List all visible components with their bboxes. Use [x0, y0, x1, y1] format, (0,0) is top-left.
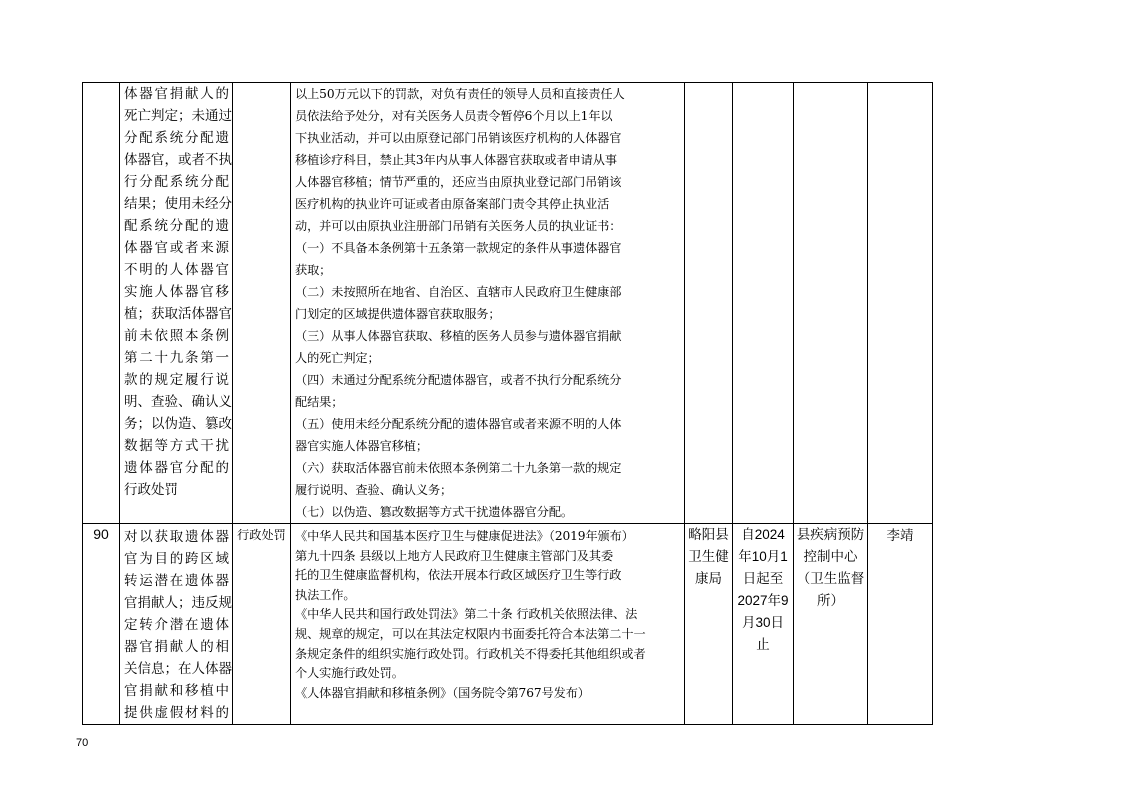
legal-basis-line: 《中华人民共和国基本医疗卫生与健康促进法》（2019年颁布） — [295, 529, 634, 543]
legal-basis-line: 员依法给予处分，对有关医务人员责令暂停6个月以上1年以 — [295, 109, 613, 123]
legal-basis-cell — [291, 83, 685, 524]
legal-basis-line: 动，并可以由原执业注册部门吊销有关医务人员的执业证书： — [295, 219, 622, 233]
legal-basis-cell — [291, 524, 685, 725]
item-name-cell — [120, 524, 233, 725]
item-name-line: 定转介潜在遗体 — [124, 617, 229, 633]
period-line: 月30日 — [741, 615, 785, 630]
legal-basis-line: 获取； — [295, 263, 332, 277]
category-text: 行政处罚 — [237, 528, 286, 542]
page-number: 70 — [76, 737, 89, 749]
entrusted-org-line: 县疾病预防 — [796, 527, 865, 543]
entrusted-org-cell — [794, 524, 868, 725]
responsible-person: 李靖 — [886, 528, 914, 544]
item-name-line: 实施人体器官移 — [124, 284, 229, 300]
department-line: 略阳县 — [688, 527, 729, 543]
legal-basis-text — [291, 524, 684, 703]
period-line: 年10月1 — [738, 549, 788, 564]
department-text — [685, 524, 732, 590]
legal-basis-line: 人的死亡判定； — [295, 351, 380, 365]
number-cell — [83, 524, 120, 725]
person-cell — [868, 524, 933, 725]
legal-basis-text — [291, 83, 684, 523]
item-name-line: 器官捐献人的相 — [124, 639, 229, 655]
table-row-90 — [83, 524, 933, 725]
item-name-line: 第二十九条第一 — [124, 350, 229, 366]
legal-basis-line: 履行说明、查验、确认义务； — [295, 483, 453, 497]
legal-basis-line: （六）获取活体器官前未依照本条例第二十九条第一款的规定 — [295, 461, 622, 475]
item-name-line: 体器官捐献人的 — [124, 86, 229, 102]
item-name-line: 结果；使用未经分 — [124, 196, 232, 212]
legal-basis-line: 规、规章的规定，可以在其法定权限内书面委托符合本法第二十一 — [295, 626, 646, 641]
legal-basis-line: 移植诊疗科目，禁止其3年内从事人体器官获取或者申请从事 — [295, 153, 617, 167]
item-name-line: 行分配系统分配 — [124, 174, 229, 190]
table-row-continued — [83, 83, 933, 524]
item-name-text — [120, 83, 232, 501]
department-cell — [685, 524, 733, 725]
legal-basis-line: 个人实施行政处罚。 — [295, 666, 404, 681]
item-name-line: 体器官，或者不执 — [124, 152, 232, 168]
item-name-line: 前未依照本条例 — [124, 328, 229, 344]
period-cell — [733, 524, 794, 725]
legal-basis-line: （五）使用未经分配系统分配的遗体器官或者来源不明的人体 — [295, 417, 622, 431]
legal-basis-line: 配结果； — [295, 395, 344, 409]
item-name-line: 植；获取活体器官 — [124, 306, 232, 322]
legal-basis-line: 执法工作。 — [295, 587, 356, 602]
item-name-line: 配系统分配的遗 — [124, 218, 229, 234]
entrusted-org-text — [794, 524, 867, 612]
enforcement-table — [82, 82, 933, 725]
item-name-line: 死亡判定；未通过 — [124, 108, 232, 124]
department-line: 卫生健 — [688, 549, 729, 565]
legal-basis-line: 医疗机构的执业许可证或者由原备案部门责令其停止执业活 — [295, 197, 610, 211]
category-cell — [233, 524, 291, 725]
item-name-line: 款的规定履行说 — [124, 372, 229, 388]
legal-basis-line: 下执业活动，并可以由原登记部门吊销该医疗机构的人体器官 — [295, 131, 622, 145]
legal-basis-line: 《中华人民共和国行政处罚法》第二十条 行政机关依照法律、法 — [295, 607, 638, 622]
legal-basis-line: （七）以伪造、篡改数据等方式干扰遗体器官分配。 — [295, 505, 574, 519]
department-cell — [685, 83, 733, 524]
item-name-line: 明、查验、确认义 — [124, 394, 232, 410]
item-name-line: 务；以伪造、篡改 — [124, 416, 232, 432]
item-name-line: 官捐献和移植中 — [124, 683, 229, 699]
item-name-line: 官捐献人；违反规 — [124, 595, 232, 611]
period-line: 2027年9 — [737, 593, 789, 608]
entrusted-org-cell — [794, 83, 868, 524]
entrusted-org-line: 所） — [817, 593, 844, 609]
period-text — [733, 524, 793, 656]
number-cell — [83, 83, 120, 524]
item-number: 90 — [93, 526, 109, 542]
item-name-line: 分配系统分配遗 — [124, 130, 229, 146]
item-name-line: 遗体器官分配的 — [124, 460, 229, 476]
legal-basis-line: （三）从事人体器官获取、移植的医务人员参与遗体器官捐献 — [295, 329, 622, 343]
department-line: 康局 — [695, 571, 722, 587]
legal-basis-line: 器官实施人体器官移植； — [295, 439, 428, 453]
legal-basis-line: （四）未通过分配系统分配遗体器官，或者不执行分配系统分 — [295, 373, 622, 387]
period-cell — [733, 83, 794, 524]
item-name-line: 官为目的跨区域 — [124, 551, 229, 567]
legal-basis-line: 门划定的区域提供遗体器官获取服务； — [295, 307, 501, 321]
legal-basis-line: （二）未按照所在地省、自治区、直辖市人民政府卫生健康部 — [295, 285, 622, 299]
item-name-line: 不明的人体器官 — [124, 262, 229, 278]
item-name-cell — [120, 83, 233, 524]
person-cell — [868, 83, 933, 524]
item-name-line: 行政处罚 — [124, 482, 178, 498]
legal-basis-line: 第九十四条 县级以上地方人民政府卫生健康主管部门及其委 — [295, 548, 614, 563]
legal-basis-line: 以上50万元以下的罚款，对负有责任的领导人员和直接责任人 — [295, 87, 625, 101]
legal-basis-line: 条规定条件的组织实施行政处罚。行政机关不得委托其他组织或者 — [295, 646, 646, 661]
entrusted-org-line: （卫生监督 — [796, 571, 865, 587]
item-name-text — [120, 524, 232, 724]
item-name-line: 转运潜在遗体器 — [124, 573, 229, 589]
item-name-line: 关信息；在人体器 — [124, 661, 232, 677]
entrusted-org-line: 控制中心 — [803, 549, 858, 565]
legal-basis-line: 人体器官移植；情节严重的，还应当由原执业登记部门吊销该 — [295, 175, 622, 189]
period-line: 自2024 — [741, 527, 785, 542]
legal-basis-line: 《人体器官捐献和移植条例》（国务院令第767号发布） — [295, 685, 590, 700]
item-name-line: 数据等方式干扰 — [124, 438, 229, 454]
legal-basis-line: 托的卫生健康监督机构，依法开展本行政区域医疗卫生等行政 — [295, 568, 622, 583]
legal-basis-line: （一）不具备本条例第十五条第一款规定的条件从事遗体器官 — [295, 241, 622, 255]
item-name-line: 体器官或者来源 — [124, 240, 229, 256]
period-line: 止 — [756, 637, 770, 652]
period-line: 日起至 — [742, 571, 784, 586]
category-cell — [233, 83, 291, 524]
item-name-line: 对以获取遗体器 — [124, 529, 229, 545]
item-name-line: 提供虚假材料的 — [124, 705, 229, 721]
